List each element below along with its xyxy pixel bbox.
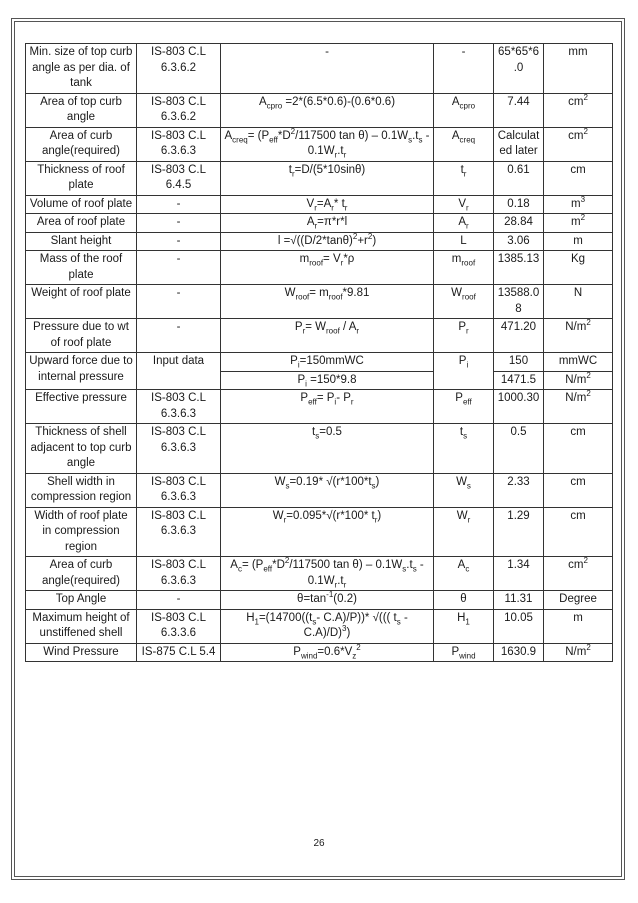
cell-reference: - <box>137 195 221 214</box>
cell-symbol: θ <box>434 591 494 610</box>
cell-unit: Degree <box>544 591 613 610</box>
cell-unit: cm <box>544 161 613 195</box>
cell-parameter: Weight of roof plate <box>26 285 137 319</box>
cell-value: 1.29 <box>494 507 544 557</box>
cell-symbol: $W_r$ <box>434 507 494 557</box>
cell-value: 3.06 <box>494 232 544 251</box>
cell-unit: m <box>544 232 613 251</box>
table-row <box>26 353 613 372</box>
cell-parameter: Thickness of shell adjacent to top curb angle <box>26 424 137 474</box>
cell-reference: - <box>137 232 221 251</box>
cell-formula: $W_s=0.19*$ $√(r*100*t_s)$ <box>221 473 434 507</box>
cell-symbol: $V_r$ <box>434 195 494 214</box>
cell-reference: - <box>137 591 221 610</box>
cell-unit: $cm^2$ <box>544 93 613 127</box>
cell-formula: $A_r=\pi*r*l$ <box>221 214 434 233</box>
cell-formula: $P_i=150mmWC$ <box>221 353 434 372</box>
cell-symbol: $P_r$ <box>434 319 494 353</box>
cell-symbol: $t_s$ <box>434 424 494 474</box>
cell-formula: $W_{roof}= m_{roof}*9.81$ <box>221 285 434 319</box>
cell-value: 28.84 <box>494 214 544 233</box>
cell-value: 150 <box>494 353 544 372</box>
cell-value: 2.33 <box>494 473 544 507</box>
cell-formula: $A_c= (P_{eff}*D^2/117500$ $\tan \theta) - 0.1W_s.t_s - 0.1W_r.t_r$ <box>221 557 434 591</box>
cell-unit: $N/m^2$ <box>544 390 613 424</box>
table-row <box>26 507 613 557</box>
cell-value: 65*65*6.0 <box>494 44 544 94</box>
cell-value: 10.05 <box>494 609 544 643</box>
cell-symbol: $A_c$ <box>434 557 494 591</box>
cell-parameter: Area of top curb angle <box>26 93 137 127</box>
cell-reference: IS-803 C.L 6.3.6.2 <box>137 93 221 127</box>
cell-unit: cm <box>544 473 613 507</box>
cell-parameter: Upward force due to internal pressure <box>26 353 137 390</box>
cell-parameter: Maximum height of unstiffened shell <box>26 609 137 643</box>
cell-unit: $N/m^2$ <box>544 371 613 390</box>
cell-formula: $P_i =150*9.8$ <box>221 371 434 390</box>
cell-unit: m <box>544 609 613 643</box>
cell-value: 1000.30 <box>494 390 544 424</box>
table-row <box>26 319 613 353</box>
cell-unit: cm <box>544 507 613 557</box>
table-row <box>26 591 613 610</box>
cell-reference: IS-803 C.L 6.3.6.3 <box>137 424 221 474</box>
cell-reference: IS-803 C.L 6.3.6.3 <box>137 390 221 424</box>
table-row <box>26 473 613 507</box>
cell-reference: IS-803 C.L 6.3.6.3 <box>137 557 221 591</box>
table-row <box>26 127 613 161</box>
cell-value: 7.44 <box>494 93 544 127</box>
table-row <box>26 557 613 591</box>
cell-formula: $P_r= W_{roof} / A_r$ <box>221 319 434 353</box>
table-row <box>26 424 613 474</box>
table-row <box>26 643 613 662</box>
cell-parameter: Slant height <box>26 232 137 251</box>
cell-parameter: Area of curb angle(required) <box>26 557 137 591</box>
cell-symbol: $P_i$ <box>434 353 494 390</box>
cell-value: 0.61 <box>494 161 544 195</box>
cell-value: Calculated later <box>494 127 544 161</box>
table-row <box>26 390 613 424</box>
cell-unit: $m^2$ <box>544 214 613 233</box>
cell-symbol: $A_r$ <box>434 214 494 233</box>
cell-unit: cm <box>544 424 613 474</box>
table-row <box>26 93 613 127</box>
table-row <box>26 195 613 214</box>
table-row <box>26 609 613 643</box>
cell-parameter: Pressure due to wt of roof plate <box>26 319 137 353</box>
cell-parameter: Area of curb angle(required) <box>26 127 137 161</box>
table-row <box>26 232 613 251</box>
cell-formula: $W_r=0.095*√(r*100*$ $t_r$) <box>221 507 434 557</box>
cell-reference: IS-875 C.L 5.4 <box>137 643 221 662</box>
cell-reference: IS-803 C.L 6.4.5 <box>137 161 221 195</box>
cell-value: 471.20 <box>494 319 544 353</box>
cell-reference: - <box>137 319 221 353</box>
cell-parameter: Shell width in compression region <box>26 473 137 507</box>
cell-symbol: $H_1$ <box>434 609 494 643</box>
cell-value: 1.34 <box>494 557 544 591</box>
cell-unit: Kg <box>544 251 613 285</box>
cell-parameter: Mass of the roof plate <box>26 251 137 285</box>
cell-symbol: $t_r$ <box>434 161 494 195</box>
cell-parameter: Effective pressure <box>26 390 137 424</box>
cell-unit: mm <box>544 44 613 94</box>
cell-formula: $A_{cpro} =2*(6.5*0.6)-(0.6*0.6)$ <box>221 93 434 127</box>
cell-formula: $H_1=(14700((t_s-$ C.A)/P))* √((( $t_s - C.A)/D)^3$) <box>221 609 434 643</box>
cell-reference: - <box>137 285 221 319</box>
cell-value: 0.5 <box>494 424 544 474</box>
cell-formula: $P_{wind}=0.6*V_z^2$ <box>221 643 434 662</box>
cell-value: 11.31 <box>494 591 544 610</box>
cell-reference: IS-803 C.L 6.3.6.2 <box>137 44 221 94</box>
cell-formula: $m_{roof}= V_r*\rho$ <box>221 251 434 285</box>
cell-parameter: Wind Pressure <box>26 643 137 662</box>
calculation-table <box>25 43 613 662</box>
cell-reference: IS-803 C.L 6.3.6.3 <box>137 473 221 507</box>
cell-formula: $A_{creq}= (P_{eff}*D^2/117500$ $\tan \theta) - 0.1W_s.t_s - 0.1W_r.t_r$ <box>221 127 434 161</box>
page-number: 26 <box>313 838 325 849</box>
cell-formula: $V_r=A_r*$ $t_r$ <box>221 195 434 214</box>
cell-unit: $N/m^2$ <box>544 643 613 662</box>
cell-unit: $N/m^2$ <box>544 319 613 353</box>
cell-symbol: - <box>434 44 494 94</box>
cell-value: 1630.9 <box>494 643 544 662</box>
cell-formula: $\theta=\tan^{-1}(0.2)$ <box>221 591 434 610</box>
cell-formula: $t_s=0.5$ <box>221 424 434 474</box>
cell-reference: Input data <box>137 353 221 390</box>
table-row <box>26 285 613 319</box>
cell-value: 0.18 <box>494 195 544 214</box>
cell-parameter: Width of roof plate in compression region <box>26 507 137 557</box>
cell-reference: - <box>137 214 221 233</box>
cell-reference: - <box>137 251 221 285</box>
cell-formula: $P_{eff}= P_i-$ $P_r$ <box>221 390 434 424</box>
cell-formula: $l =√((D/2*\tan\theta)^2+r^2)$ <box>221 232 434 251</box>
cell-formula: - <box>221 44 434 94</box>
cell-formula: $t_r=D/(5*10\sin\theta)$ <box>221 161 434 195</box>
cell-parameter: Area of roof plate <box>26 214 137 233</box>
table-row <box>26 161 613 195</box>
cell-unit: $cm^2$ <box>544 557 613 591</box>
cell-parameter: Thickness of roof plate <box>26 161 137 195</box>
cell-symbol: L <box>434 232 494 251</box>
cell-reference: IS-803 C.L 6.3.3.6 <box>137 609 221 643</box>
cell-value: 1385.13 <box>494 251 544 285</box>
cell-symbol: $W_{roof}$ <box>434 285 494 319</box>
cell-unit: $cm^2$ <box>544 127 613 161</box>
cell-parameter: Min. size of top curb angle as per dia. of tank <box>26 44 137 94</box>
cell-reference: IS-803 C.L 6.3.6.3 <box>137 127 221 161</box>
cell-value: 1471.5 <box>494 371 544 390</box>
cell-symbol: $A_{cpro}$ <box>434 93 494 127</box>
cell-value: 13588.08 <box>494 285 544 319</box>
cell-symbol: $A_{creq}$ <box>434 127 494 161</box>
cell-unit: N <box>544 285 613 319</box>
cell-symbol: $m_{roof}$ <box>434 251 494 285</box>
cell-symbol: $W_s$ <box>434 473 494 507</box>
cell-parameter: Volume of roof plate <box>26 195 137 214</box>
cell-unit: mmWC <box>544 353 613 372</box>
cell-symbol: $P_{eff}$ <box>434 390 494 424</box>
table-row <box>26 214 613 233</box>
cell-unit: $m^3$ <box>544 195 613 214</box>
cell-reference: IS-803 C.L 6.3.6.3 <box>137 507 221 557</box>
cell-symbol: $P_{wind}$ <box>434 643 494 662</box>
table-row <box>26 44 613 94</box>
cell-parameter: Top Angle <box>26 591 137 610</box>
table-row <box>26 251 613 285</box>
